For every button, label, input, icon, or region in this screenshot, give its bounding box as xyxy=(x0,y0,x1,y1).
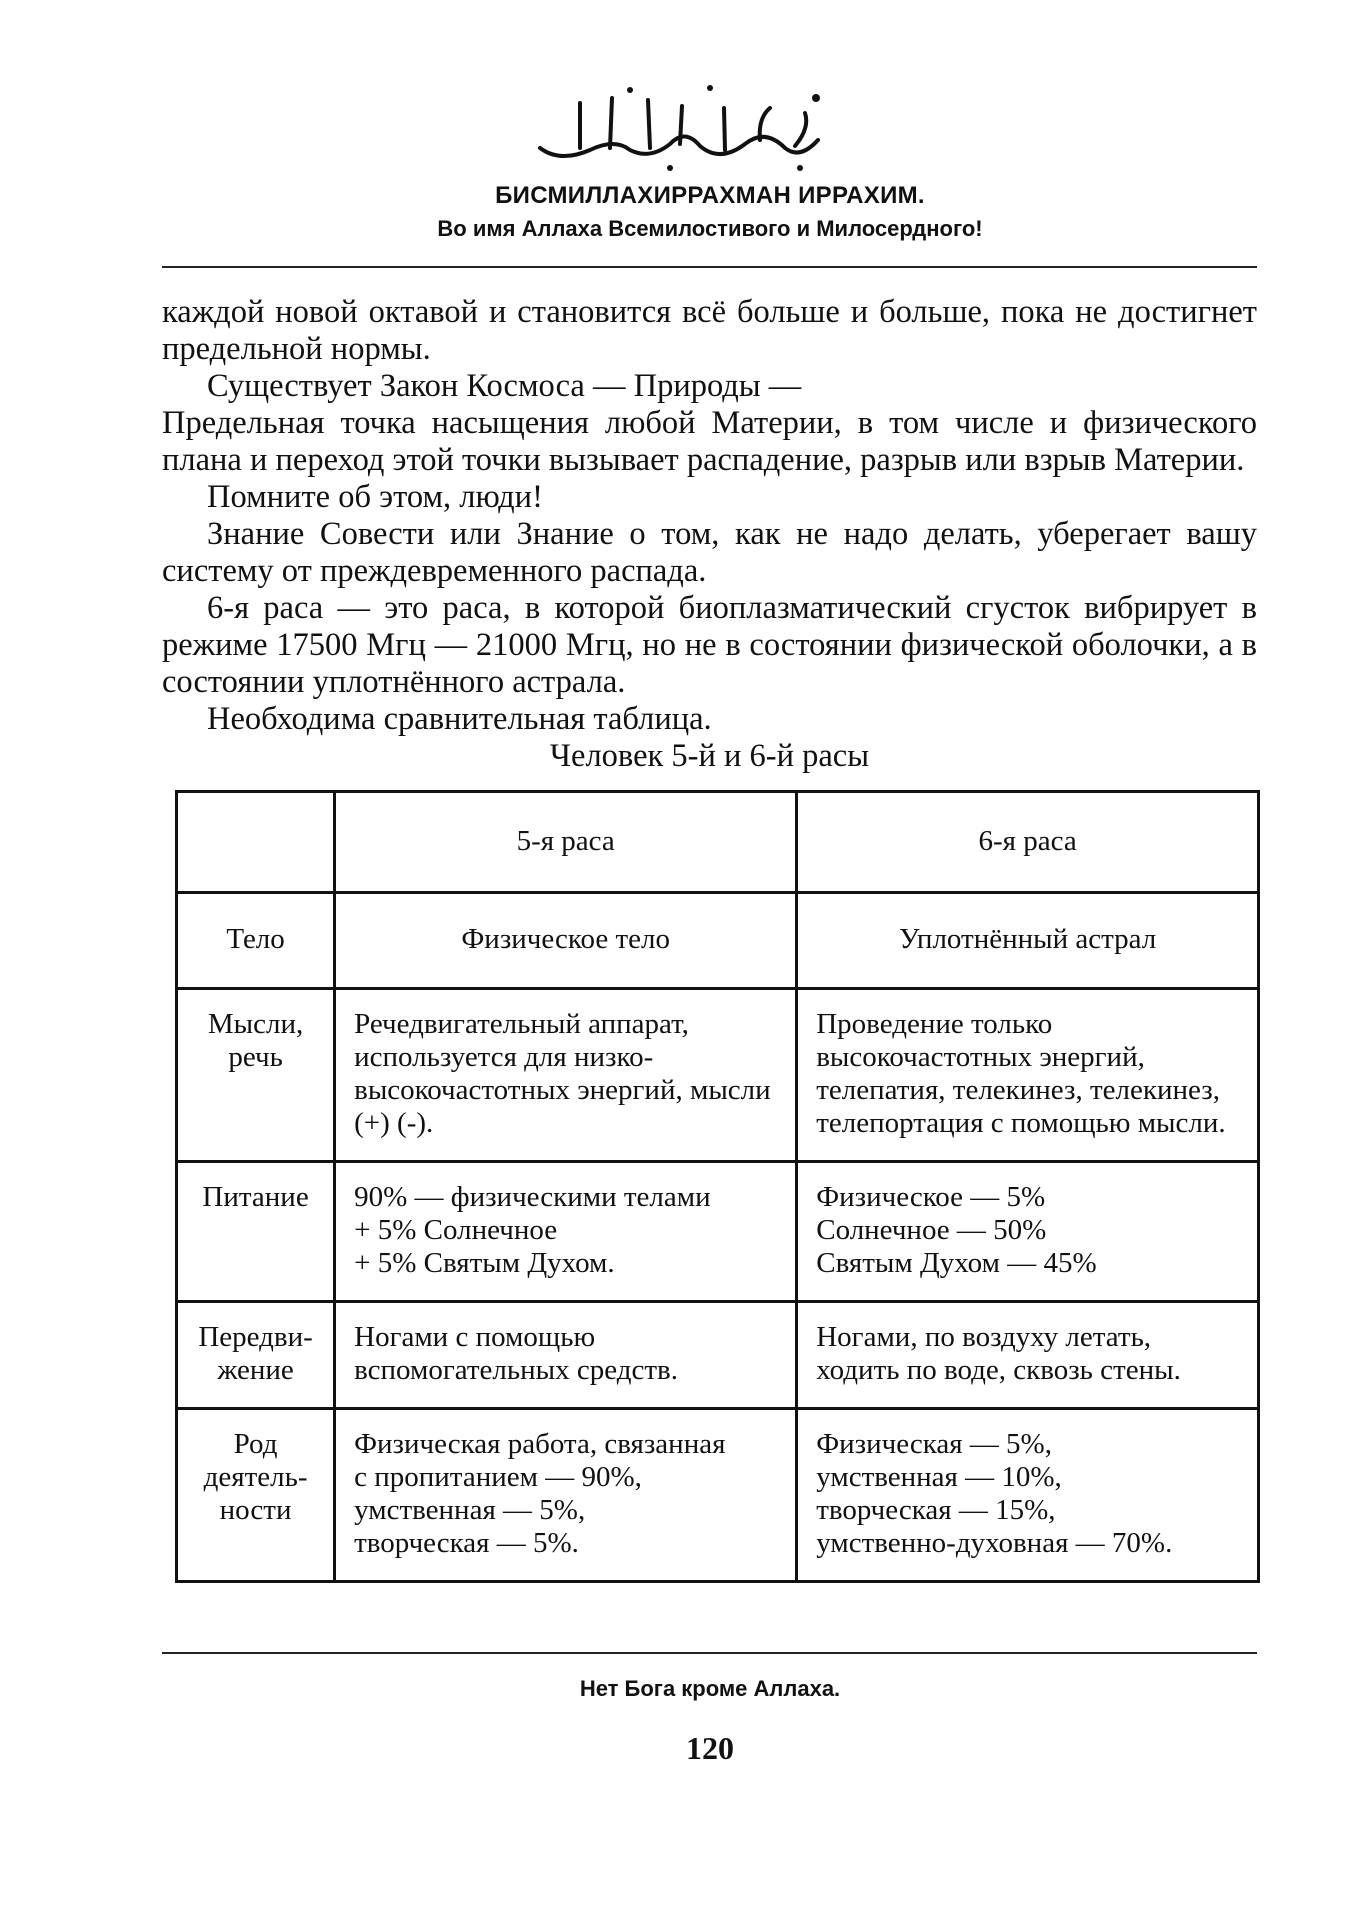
cell-line: Святым Духом — 45% xyxy=(816,1247,1097,1279)
table-row xyxy=(177,1409,1259,1582)
cell-line: Физическая работа, связанная xyxy=(354,1428,726,1460)
cell-line: умственная — 10%, xyxy=(816,1461,1062,1493)
race6-cell xyxy=(797,1162,1259,1302)
race5-cell: Физическое тело xyxy=(335,893,797,989)
table-header-cell: 6-я раса xyxy=(797,792,1259,893)
row-label: Тело xyxy=(177,893,335,989)
race5-cell xyxy=(335,1409,797,1582)
cell-line: Физическая — 5%, xyxy=(816,1428,1052,1460)
table-header-row xyxy=(177,792,1259,893)
table-header-cell: 5-я раса xyxy=(335,792,797,893)
table-caption: Человек 5-й и 6-й расы xyxy=(549,738,870,774)
race5-cell xyxy=(335,1162,797,1302)
race6-cell: Уплотнённый астрал xyxy=(797,893,1259,989)
table-header-cell xyxy=(177,792,335,893)
header-divider xyxy=(162,266,1257,268)
table-row xyxy=(177,893,1259,989)
cell-line: Солнечное — 50% xyxy=(816,1214,1047,1246)
cell-line: умственно-духовная — 70%. xyxy=(816,1527,1173,1559)
cell-line: 90% — физическими телами xyxy=(354,1181,711,1213)
paragraph: Необходима сравнительная таблица. xyxy=(207,701,712,737)
cell-line: + 5% Солнечное xyxy=(354,1214,558,1246)
race6-cell xyxy=(797,1409,1259,1582)
footer-divider xyxy=(162,1652,1257,1654)
body-text xyxy=(162,294,1257,775)
row-label: Передви-жение xyxy=(177,1302,335,1409)
paragraph: каждой новой октавой и становится всё больше и больше, пока не достигнет предельной нормы. xyxy=(162,294,1257,367)
cell-line: умственная — 5%, xyxy=(354,1494,586,1526)
row-label: Мысли, речь xyxy=(177,989,335,1162)
race5-cell: Ногами с помощью вспомогательных средств. xyxy=(335,1302,797,1409)
basmala-calligraphy xyxy=(520,78,830,178)
race6-cell: Ногами, по воздуху летать, ходить по воде, сквозь стены. xyxy=(797,1302,1259,1409)
paragraph: Знание Совести или Знание о том, как не надо делать, уберегает вашу систему от преждевременного распада. xyxy=(162,516,1257,589)
race6-cell: Проведение только высокочастотных энергий, телепатия, телекинез, телекинез, телепортация с помощью мысли. xyxy=(797,989,1259,1162)
row-label: Питание xyxy=(177,1162,335,1302)
paragraph: Предельная точка насыщения любой Материи, в том числе и физического плана и переход этой точки вызывает распадение, разрыв или взрыв Материи. xyxy=(162,405,1257,478)
row-label: Род деятель-ности xyxy=(177,1409,335,1582)
cell-line: с пропитанием — 90%, xyxy=(354,1461,642,1493)
header-title: БИСМИЛЛАХИРРАХМАН ИРРАХИМ. xyxy=(495,182,925,209)
cell-line: + 5% Святым Духом. xyxy=(354,1247,615,1279)
paragraph: Существует Закон Космоса — Природы — xyxy=(207,368,802,404)
cell-line: творческая — 15%, xyxy=(816,1494,1056,1526)
paragraph: Помните об этом, люди! xyxy=(207,479,543,515)
cell-line: творческая — 5%. xyxy=(354,1527,579,1559)
comparison-table xyxy=(175,790,1260,1583)
footer-text: Нет Бога кроме Аллаха. xyxy=(579,1676,841,1701)
paragraph: 6-я раса — это раса, в которой биоплазматический сгусток вибрирует в режиме 17500 Мгц — 21000 Мгц, но не в состоянии физической оболочки, а в состоянии уплотнённого астрала. xyxy=(162,590,1257,700)
race5-cell: Речедвигательный аппарат, используется для низко-высокочастотных энергий, мысли (+) (-). xyxy=(335,989,797,1162)
cell-line: Физическое — 5% xyxy=(816,1181,1046,1213)
table-row xyxy=(177,1162,1259,1302)
table-row xyxy=(177,1302,1259,1409)
table-row xyxy=(177,989,1259,1162)
basmala-calligraphy-image xyxy=(520,78,830,178)
page-number: 120 xyxy=(686,1730,734,1766)
header-subtitle: Во имя Аллаха Всемилостивого и Милосердного! xyxy=(437,216,983,241)
